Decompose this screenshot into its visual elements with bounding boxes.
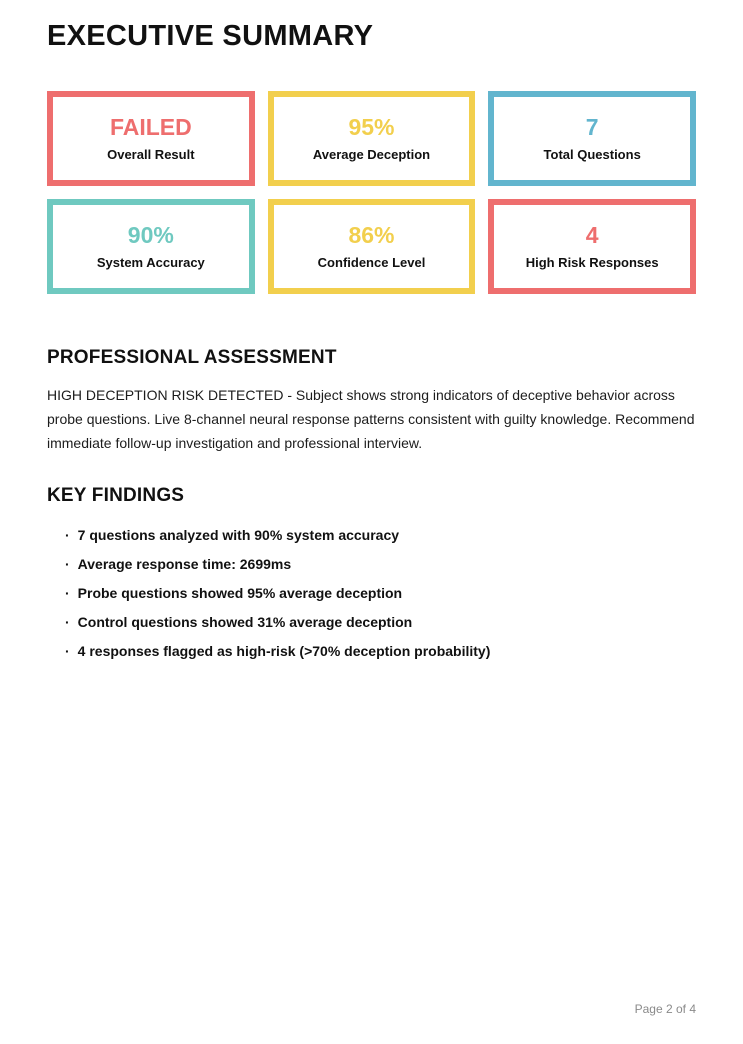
stat-value: 4 [585,222,599,248]
bullet-icon: · [65,556,70,573]
findings-section-heading: KEY FINDINGS [47,485,185,507]
stat-label: Total Questions [543,147,641,162]
finding-text: 4 responses flagged as high-risk (>70% deception probability) [77,643,491,660]
stat-card-confidence-level [268,199,476,294]
finding-item [65,643,696,659]
stat-label: System Accuracy [96,255,205,270]
assessment-section-heading: PROFESSIONAL ASSESSMENT [47,347,337,368]
bullet-icon: · [65,614,70,631]
bullet-icon: · [65,643,70,660]
stat-value: 95% [348,114,395,140]
stat-value: 90% [127,222,174,248]
finding-item [65,556,696,572]
page-number: Page 2 of 4 [634,1002,696,1016]
stat-label: Confidence Level [317,255,426,270]
finding-item [65,527,696,543]
stat-card-system-accuracy [47,199,255,294]
bullet-icon: · [65,527,70,544]
stat-label: High Risk Responses [525,255,659,270]
stat-label: Average Deception [312,147,431,162]
finding-item [65,585,696,601]
stat-label: Overall Result [107,147,195,162]
finding-text: 7 questions analyzed with 90% system accuracy [77,527,400,544]
stat-value: 7 [585,114,599,140]
summary-stat-cards [47,91,696,294]
finding-text: Average response time: 2699ms [77,556,292,573]
stat-card-overall-result [47,91,255,186]
finding-text: Probe questions showed 95% average deception [77,585,403,602]
stat-card-average-deception [268,91,476,186]
assessment-body-text: HIGH DECEPTION RISK DETECTED - Subject shows strong indicators of deceptive behavior across probe questions. Live 8-channel neural response patterns consistent with guilty knowledge. Recommend immediate follow-up investigation and professional interview. [47,387,695,452]
finding-item [65,614,696,630]
stat-card-high-risk-responses [488,199,696,294]
stat-value: 86% [348,222,395,248]
key-findings-list [47,527,696,659]
stat-value: FAILED [109,114,192,140]
finding-text: Control questions showed 31% average deception [77,614,413,631]
stat-card-total-questions [488,91,696,186]
bullet-icon: · [65,585,70,602]
page-title: EXECUTIVE SUMMARY [47,20,374,52]
